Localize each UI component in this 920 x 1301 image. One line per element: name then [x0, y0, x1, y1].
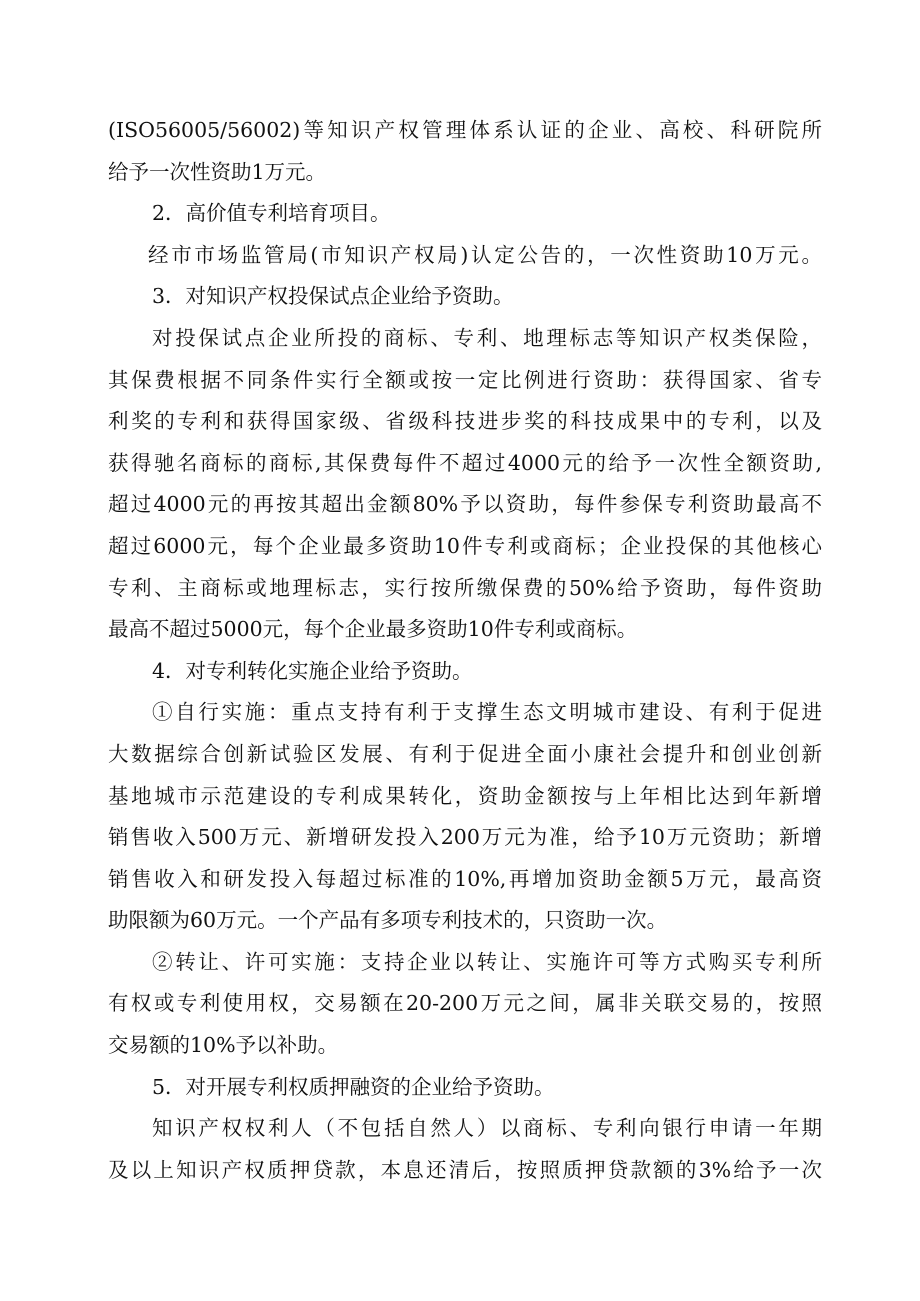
section-heading: 3．对知识产权投保试点企业给予资助。 [152, 284, 514, 309]
text-line: ①自行实施：重点支持有利于支撑生态文明城市建设、有利于促进 [152, 700, 822, 725]
text-line: 基地城市示范建设的专利成果转化，资助金额按与上年相比达到年新增 [108, 783, 822, 808]
text-line: 及以上知识产权质押贷款，本息还清后，按照质押贷款额的3%给予一次 [108, 1157, 822, 1182]
text-line: 经市市场监管局(市知识产权局)认定公告的，一次性资助10万元。 [148, 242, 822, 267]
text-line: 超过6000元，每个企业最多资助10件专利或商标；企业投保的其他核心 [108, 533, 822, 558]
text-line: 知识产权权利人（不包括自然人）以商标、专利向银行申请一年期 [152, 1116, 822, 1141]
text-line: 超过4000元的再按其超出金额80%予以资助，每件参保专利资助最高不 [108, 492, 822, 517]
section-heading: 4．对专利转化实施企业给予资助。 [152, 658, 473, 683]
text-line: 销售收入和研发投入每超过标准的10%,再增加资助金额5万元，最高资 [108, 866, 822, 891]
text-line: 大数据综合创新试验区发展、有利于促进全面小康社会提升和创业创新 [108, 741, 822, 766]
text-line: 给予一次性资助1万元。 [108, 159, 327, 184]
section-heading: 2．高价值专利培育项目。 [152, 201, 391, 226]
text-line: ②转让、许可实施：支持企业以转让、实施许可等方式购买专利所 [152, 949, 822, 974]
text-line: 销售收入500万元、新增研发投入200万元为准，给予10万元资助；新增 [108, 825, 822, 850]
text-line: (ISO56005/56002)等知识产权管理体系认证的企业、高校、科研院所 [108, 118, 822, 142]
section-heading: 5．对开展专利权质押融资的企业给予资助。 [152, 1074, 555, 1099]
text-line: 利奖的专利和获得国家级、省级科技进步奖的科技成果中的专利，以及 [108, 409, 822, 434]
text-line: 其保费根据不同条件实行全额或按一定比例进行资助：获得国家、省专 [108, 367, 822, 392]
text-line: 专利、主商标或地理标志，实行按所缴保费的50%给予资助，每件资助 [108, 575, 822, 600]
text-line: 获得驰名商标的商标,其保费每件不超过4000元的给予一次性全额资助, [108, 450, 822, 475]
text-line: 对投保试点企业所投的商标、专利、地理标志等知识产权类保险， [152, 325, 822, 350]
text-line: 最高不超过5000元，每个企业最多资助10件专利或商标。 [108, 617, 638, 642]
text-line: 交易额的10%予以补助。 [108, 1033, 339, 1058]
document-body [108, 110, 822, 1191]
text-line: 有权或专利使用权，交易额在20-200万元之间，属非关联交易的，按照 [108, 991, 822, 1016]
text-line: 助限额为60万元。一个产品有多项专利技术的，只资助一次。 [108, 908, 668, 933]
